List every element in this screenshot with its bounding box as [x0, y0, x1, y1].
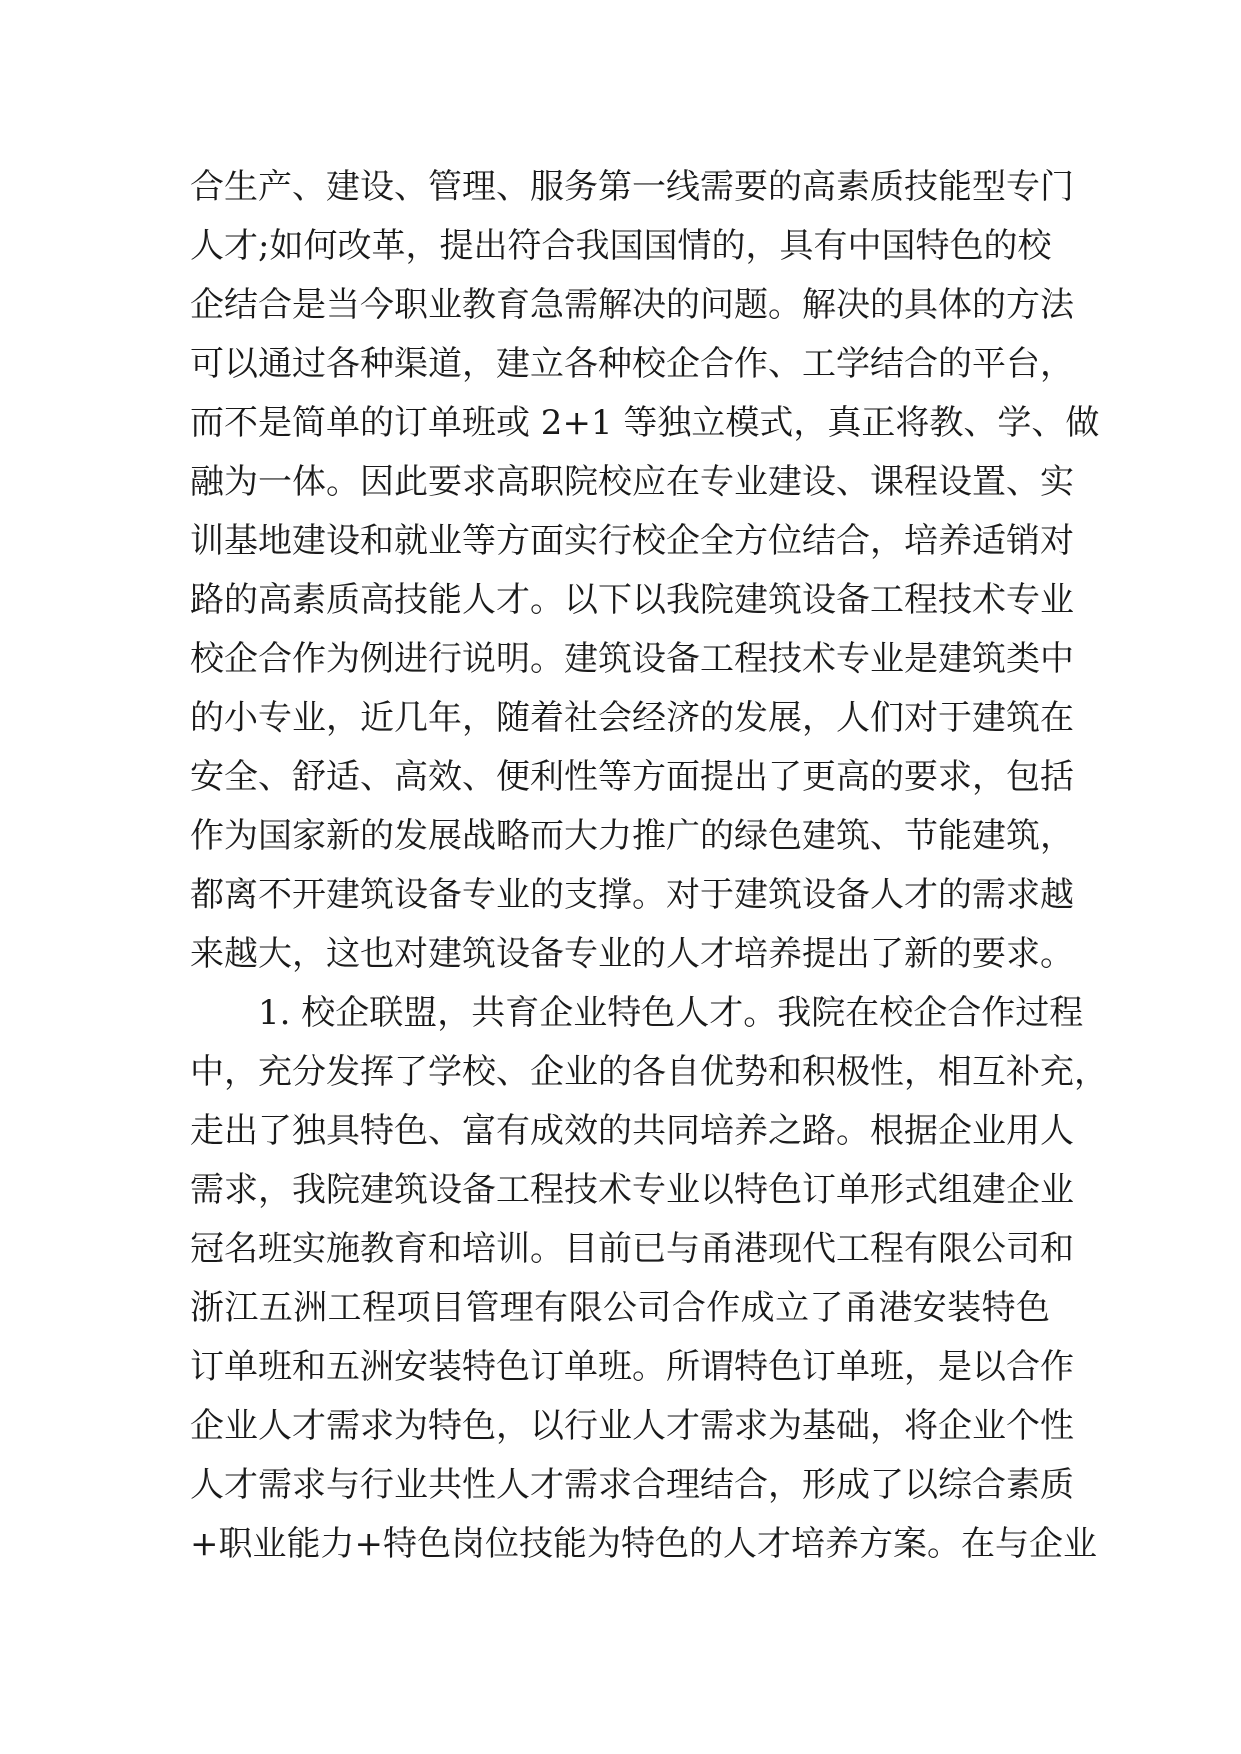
text-line: 训基地建设和就业等方面实行校企全方位结合，培养适销对: [190, 521, 1074, 561]
text-line: 来越大，这也对建筑设备专业的人才培养提出了新的要求。: [190, 934, 1074, 974]
text-line: 而不是简单的订单班或 2+1 等独立模式，真正将教、学、做: [190, 403, 1100, 443]
text-line: 人才;如何改革，提出符合我国国情的，具有中国特色的校: [190, 226, 1052, 266]
text-line: 人才需求与行业共性人才需求合理结合，形成了以综合素质: [190, 1465, 1074, 1505]
text-line: 浙江五洲工程项目管理有限公司合作成立了甬港安装特色: [190, 1288, 1050, 1328]
text-line: 都离不开建筑设备专业的支撑。对于建筑设备人才的需求越: [190, 875, 1074, 915]
text-line: 路的高素质高技能人才。以下以我院建筑设备工程技术专业: [190, 580, 1074, 620]
paragraph-1: [190, 158, 1100, 984]
text-line: 企结合是当今职业教育急需解决的问题。解决的具体的方法: [190, 285, 1074, 325]
text-line: 中，充分发挥了学校、企业的各自优势和积极性，相互补充，: [190, 1052, 1108, 1092]
text-line: 的小专业，近几年，随着社会经济的发展，人们对于建筑在: [190, 698, 1074, 738]
text-line: 校企合作为例进行说明。建筑设备工程技术专业是建筑类中: [190, 639, 1074, 679]
text-line: 1. 校企联盟，共育企业特色人才。我院在校企合作过程: [258, 993, 1084, 1033]
text-line: +职业能力+特色岗位技能为特色的人才培养方案。在与企业: [190, 1524, 1097, 1564]
text-line: 可以通过各种渠道，建立各种校企合作、工学结合的平台，: [190, 344, 1074, 384]
text-line: 作为国家新的发展战略而大力推广的绿色建筑、节能建筑，: [190, 816, 1074, 856]
text-line: 融为一体。因此要求高职院校应在专业建设、课程设置、实: [190, 462, 1074, 502]
text-line: 需求，我院建筑设备工程技术专业以特色订单形式组建企业: [190, 1170, 1074, 1210]
text-line: 冠名班实施教育和培训。目前已与甬港现代工程有限公司和: [190, 1229, 1074, 1269]
text-line: 合生产、建设、管理、服务第一线需要的高素质技能型专门: [190, 167, 1074, 207]
paragraph-2: [190, 984, 1108, 1574]
text-line: 订单班和五洲安装特色订单班。所谓特色订单班，是以合作: [190, 1347, 1074, 1387]
text-line: 安全、舒适、高效、便利性等方面提出了更高的要求，包括: [190, 757, 1074, 797]
text-line: 走出了独具特色、富有成效的共同培养之路。根据企业用人: [190, 1111, 1074, 1151]
body-text: [190, 158, 1108, 1574]
text-line: 企业人才需求为特色，以行业人才需求为基础，将企业个性: [190, 1406, 1074, 1446]
